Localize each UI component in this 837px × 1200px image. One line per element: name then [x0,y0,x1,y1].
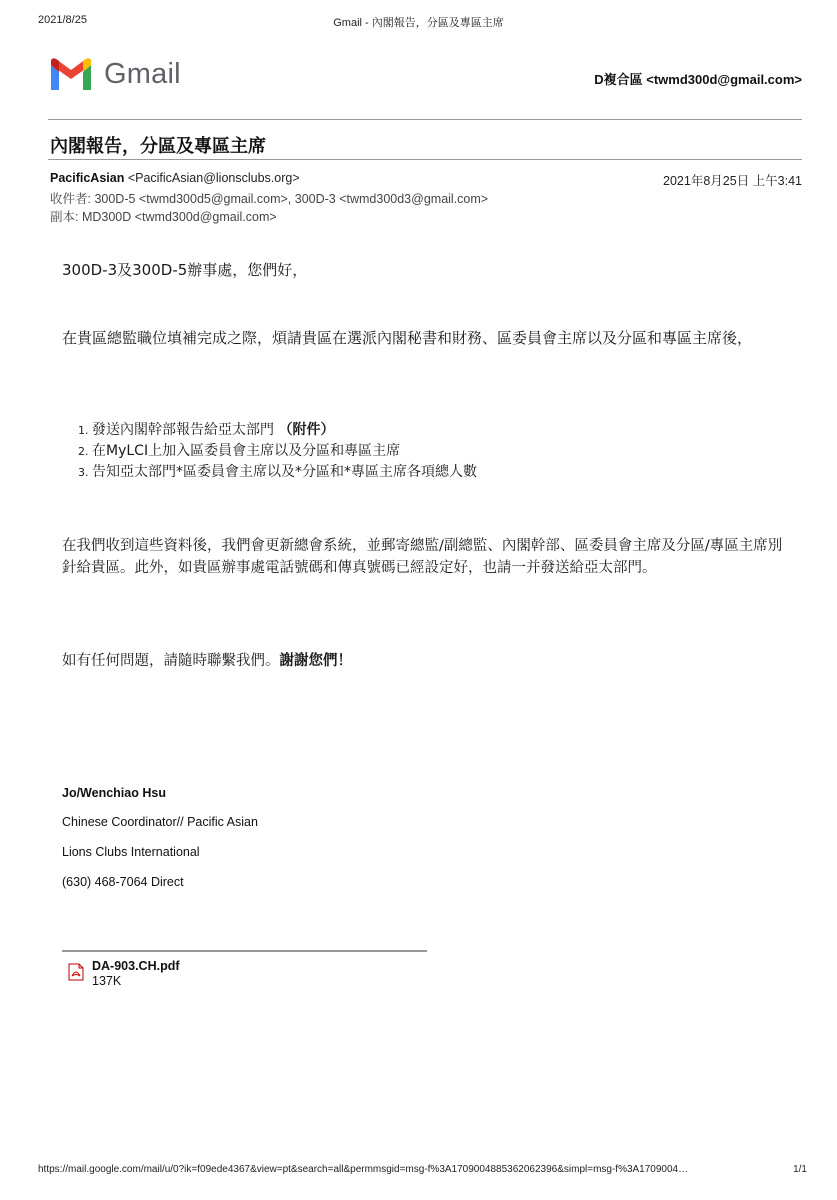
thanks-text: 謝謝您們！ [279,653,352,669]
gmail-m-icon [48,57,94,93]
cc-line [50,207,277,225]
list-item: 1. 發送內閣幹部報告給亞太部門 （附件） [92,420,792,441]
print-date: 2021/8/25 [38,14,87,26]
recipients-line [50,189,488,207]
intro-paragraph: 在貴區總監職位填補完成之際，煩請貴區在選派內閣秘書和財務、區委員會主席以及分區和專區主席後， [62,329,753,347]
header-divider [48,119,802,120]
greeting: 300D-3及300D-5辦事處，您們好， [62,261,308,279]
pdf-file-icon [68,963,84,981]
footer-url: https://mail.google.com/mail/u/0?ik=f09ede4367&view=pt&search=all&permmsgid=msg-f%3A1709004885362062396&simpl=msg-f%3A1709004… [38,1164,689,1175]
gmail-wordmark: Gmail [104,58,181,90]
account-label: D複合區 <twmd300d@gmail.com> [594,72,802,87]
cc-label: 副本: [50,210,82,224]
signature-org: Lions Clubs International [62,845,200,859]
footer-page-number: 1/1 [793,1164,807,1175]
followup-paragraph: 在我們收到這些資料後，我們會更新總會系統，並郵寄總監/副總監、內閣幹部、區委員會主席及分區/專區主席別針給貴區。此外，如貴區辦事處電話號碼和傳真號碼已經設定好，也請一并發送給亞太部門。 [62,538,783,576]
cc-value: MD300D <twmd300d@gmail.com> [81,210,277,224]
attachment-divider [62,950,427,952]
attachment-size: 137K [92,974,122,988]
list-item: 2. 在MyLCI上加入區委員會主席以及分區和專區主席 [92,441,792,462]
signature-name: Jo/Wenchiao Hsu [62,786,166,800]
sent-date: 2021年8月25日 上午3:41 [663,174,802,188]
to-label: 收件者: [50,192,95,206]
sender-email[interactable]: <PacificAsian@lionsclubs.org> [124,171,300,185]
steps-list [62,420,792,483]
attachment-name[interactable]: DA-903.CH.pdf [92,959,180,973]
print-page-title: Gmail - 內閣報告，分區及專區主席 [333,17,504,29]
list-item: 3. 告知亞太部門*區委員會主席以及*分區和*專區主席各項總人數 [92,462,792,483]
signature-phone: (630) 468-7064 Direct [62,875,184,889]
sender-line [50,171,300,185]
email-subject: 內閣報告，分區及專區主席 [50,136,266,157]
subject-divider [48,159,802,160]
signature-role: Chinese Coordinator// Pacific Asian [62,815,258,829]
sender-name: PacificAsian [50,171,125,185]
closing-line: 如有任何問題，請隨時聯繫我們。謝謝您們！ [62,653,352,669]
to-value: 300D-5 <twmd300d5@gmail.com>, 300D-3 <twmd300d3@gmail.com> [94,192,489,206]
